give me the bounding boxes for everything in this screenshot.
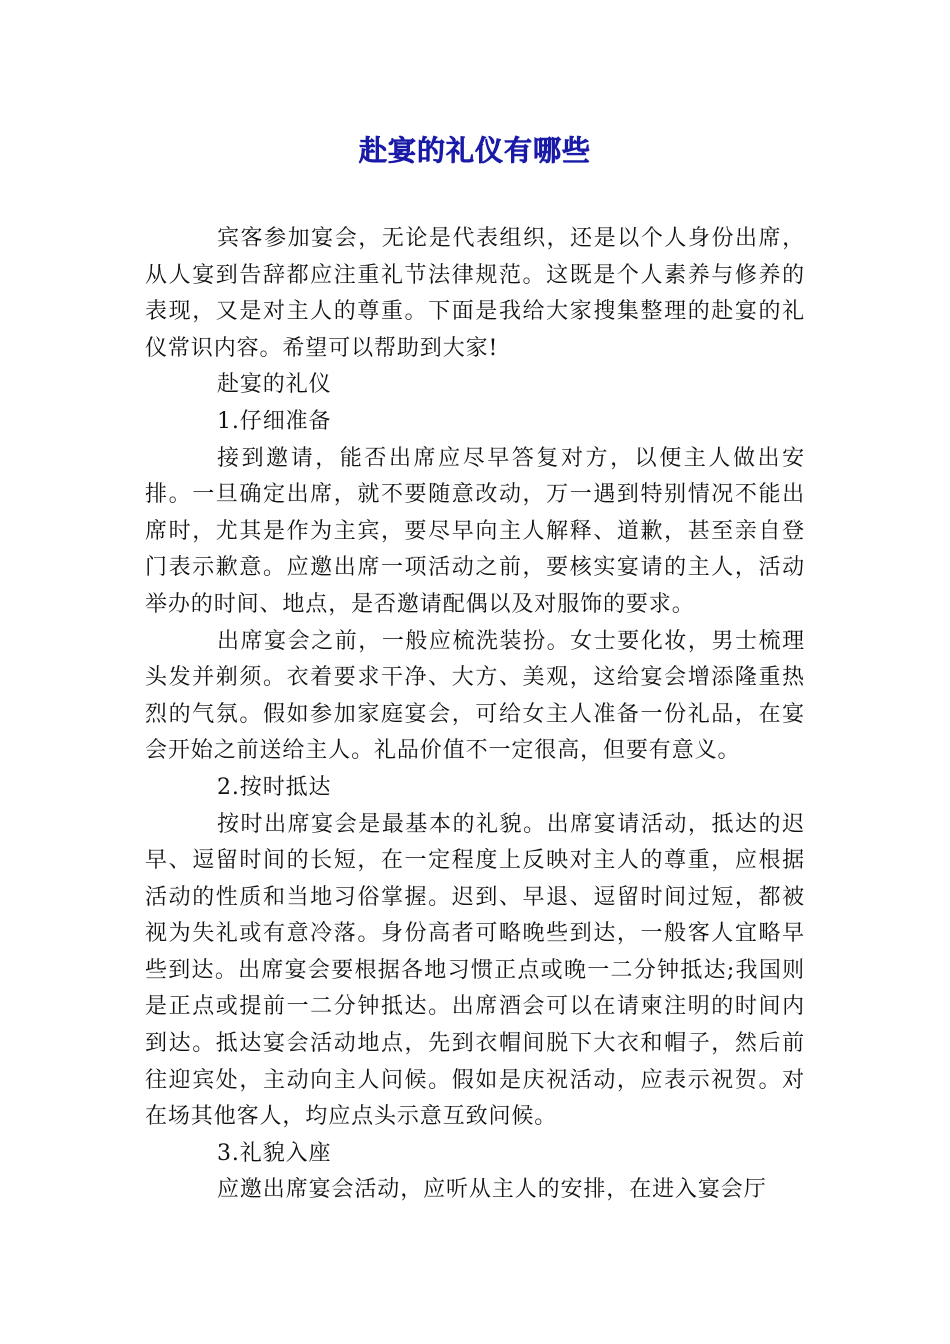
subsection-heading-3: 3.礼貌入座 xyxy=(217,1140,332,1166)
paragraph: 应邀出席宴会活动，应听从主人的安排，在进入宴会厅 xyxy=(217,1177,767,1203)
paragraph-intro: 宾客参加宴会，无论是代表组织，还是以个人身份出席，从人宴到告辞都应注重礼节法律规范。这既是个人素养与修养的表现，又是对主人的尊重。下面是我给大家搜集整理的赴宴的礼仪常识内容。希望可以帮助到大家! xyxy=(145,226,805,361)
paragraph: 出席宴会之前，一般应梳洗装扮。女士要化妆，男士梳理头发并剃须。衣着要求干净、大方、美观，这给宴会增添隆重热烈的气氛。假如参加家庭宴会，可给女主人准备一份礼品，在宴会开始之前送给主人。礼品价值不一定很高，但要有意义。 xyxy=(145,628,805,764)
paragraph: 接到邀请，能否出席应尽早答复对方，以便主人做出安排。一旦确定出席，就不要随意改动，万一遇到特别情况不能出席时，尤其是作为主宾，要尽早向主人解释、道歉，甚至亲自登门表示歉意。应邀出席一项活动之前，要核实宴请的主人，活动举办的时间、地点，是否邀请配偶以及对服饰的要求。 xyxy=(145,445,805,617)
subsection-heading-1: 1.仔细准备 xyxy=(217,408,332,434)
subsection-heading-2: 2.按时抵达 xyxy=(217,774,332,800)
paragraph: 按时出席宴会是最基本的礼貌。出席宴请活动，抵达的迟早、逗留时间的长短，在一定程度上反映对主人的尊重，应根据活动的性质和当地习俗掌握。迟到、早退、逗留时间过短，都被视为失礼或有意冷落。身份高者可略晚些到达，一般客人宜略早些到达。出席宴会要根据各地习惯正点或晚一二分钟抵达;我国则是正点或提前一二分钟抵达。出席酒会可以在请柬注明的时间内到达。抵达宴会活动地点，先到衣帽间脱下大衣和帽子，然后前往迎宾处，主动向主人问候。假如是庆祝活动，应表示祝贺。对在场其他客人，均应点头示意互致问候。 xyxy=(145,811,805,1130)
document-body xyxy=(145,221,805,1209)
section-heading: 赴宴的礼仪 xyxy=(217,372,332,398)
document-title: 赴宴的礼仪有哪些 xyxy=(358,134,591,167)
